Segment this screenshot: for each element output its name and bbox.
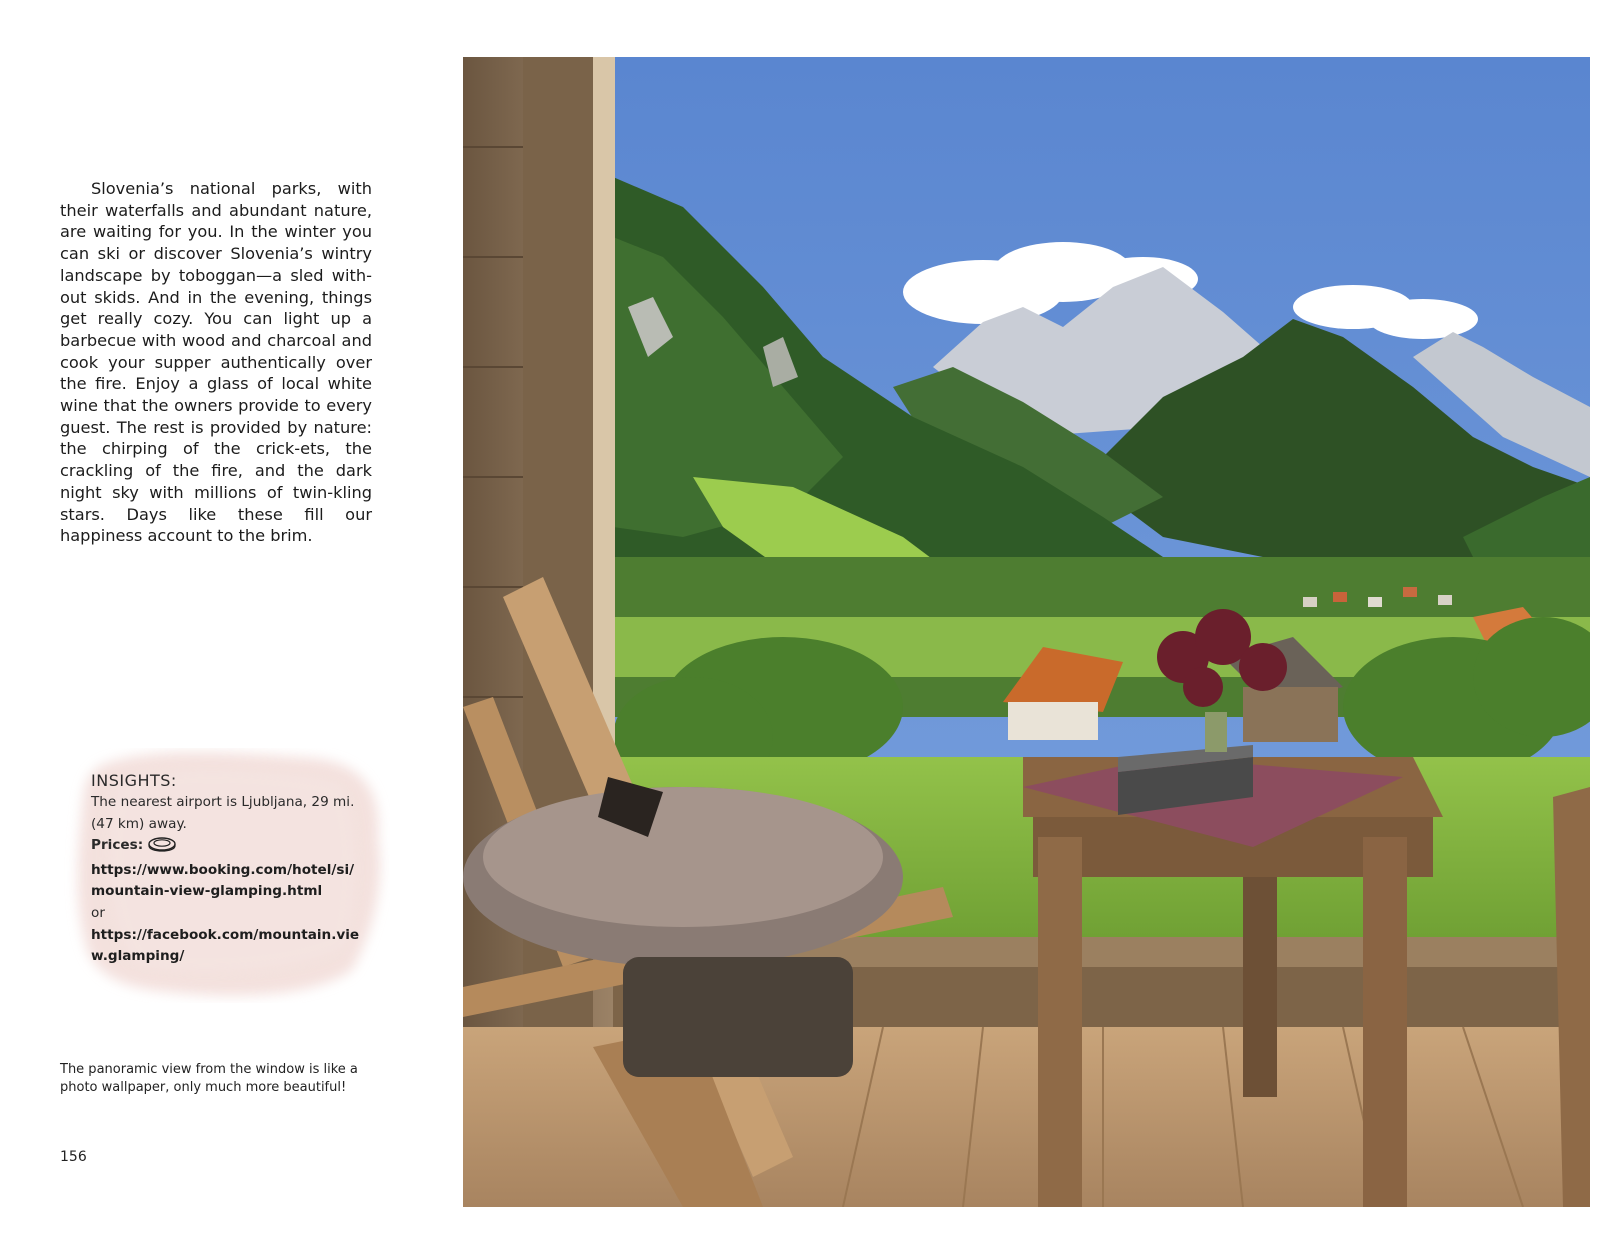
facebook-link[interactable]: https://facebook.com/mountain.view.glamping/ (91, 926, 360, 965)
airport-info: The nearest airport is Ljubljana, 29 mi. (47 km) away. (91, 794, 355, 832)
article-body: Slovenia’s national parks, with their waterfalls and abundant nature, are waiting for you. In the winter you can ski or discover Slovenia’s wintry landscape by toboggan—a sled with-out skids. And in the evening, things get really cozy. You can light up a barbecue with wood and charcoal and cook your supper authentically over the fire. Enjoy a glass of local white wine that the owners provide to every guest. The rest is provided by nature: the chirping of the crick-ets, the crackling of the fire, and the dark night sky with millions of twin-kling stars. Days like these fill our happiness account to the brim. (60, 179, 372, 546)
photo-illustration (463, 57, 1590, 1207)
insights-content (91, 770, 361, 968)
mountain-view-photo (463, 57, 1590, 1207)
coin-icon (147, 836, 177, 860)
photo-caption: The panoramic view from the window is like a photo wallpaper, only much more beautiful! (60, 1062, 358, 1095)
insights-title: INSIGHTS: (91, 771, 177, 790)
or-text: or (91, 904, 105, 921)
insights-box (60, 748, 390, 1003)
prices-label: Prices: (91, 837, 144, 854)
prices-row (91, 835, 361, 860)
page-number: 156 (60, 1149, 87, 1165)
booking-link[interactable]: https://www.booking.com/hotel/si/mountain-view-glamping.html (91, 861, 355, 900)
article-column (60, 178, 372, 547)
